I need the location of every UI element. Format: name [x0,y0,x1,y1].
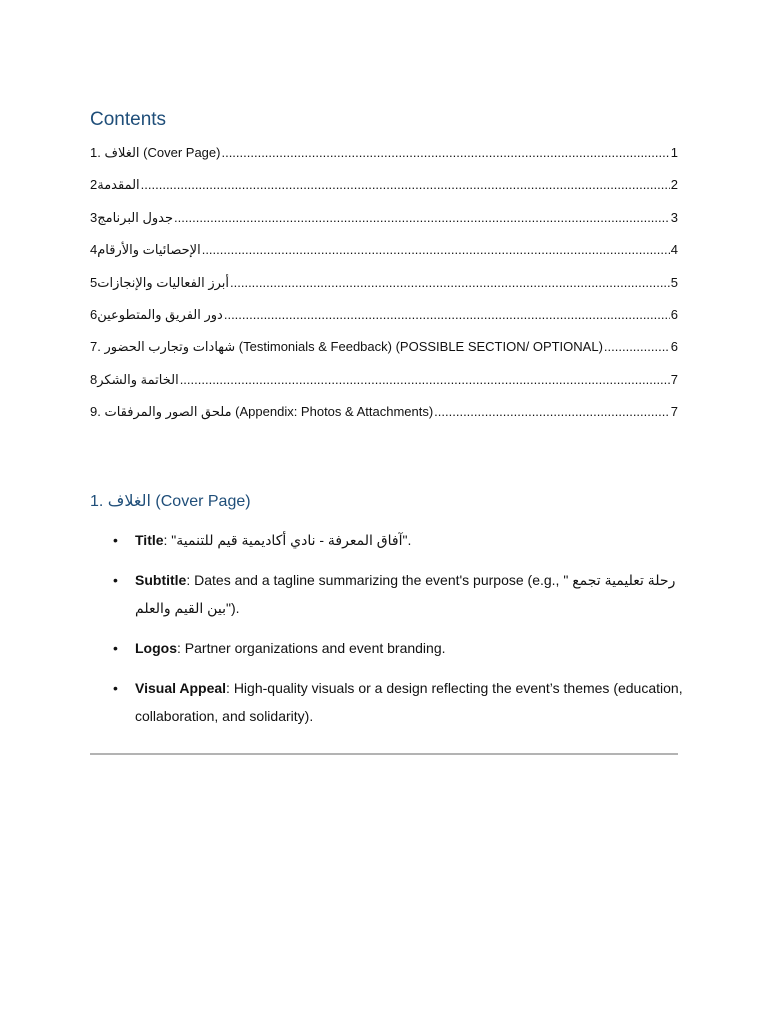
toc-page-number: 3 [670,209,678,225]
section-heading: 1. الغلاف (Cover Page) [90,493,251,510]
toc-dot-leader [141,177,670,192]
list-item: • Visual Appeal: High-quality visuals or a design reflecting the event’s themes (education, collaboration, and solidarity). [113,674,683,730]
toc-entry-text: 4الإحصائيات والأرقام [90,242,201,258]
toc-entry[interactable] [90,242,678,274]
toc-dot-leader [604,339,670,354]
toc-dot-leader [434,404,670,419]
bullet-label: Subtitle [135,572,187,588]
toc-entry-text: 2المقدمة [90,177,140,193]
toc-title: Contents [90,109,167,130]
list-item: • Subtitle: Dates and a tagline summarizing the event's purpose (e.g., " رحلة تعليمية تجمع بين القيم والعلم"). [113,566,683,622]
toc-dot-leader [202,242,670,257]
toc-page-number: 6 [670,306,678,322]
toc-entry-text: 1. الغلاف (Cover Page) [90,145,221,160]
toc-entry-text: 5أبرز الفعاليات والإنجازات [90,274,230,290]
toc-entry[interactable] [90,339,678,371]
toc-entry-text: 9. ملحق الصور والمرفقات (Appendix: Photos & Attachments) [90,404,434,420]
bullet-label: Title [135,532,164,548]
toc-entry[interactable] [90,404,678,436]
toc-entry[interactable] [90,210,678,242]
toc-entry-text: 3جدول البرنامج [90,209,174,225]
toc-page-number: 6 [670,339,678,355]
toc-page-number: 1 [670,145,678,160]
toc-page-number: 5 [670,274,678,290]
horizontal-rule [90,753,678,755]
toc-page-number: 2 [670,177,678,193]
toc-entry[interactable] [90,372,678,404]
toc-entry[interactable] [90,307,678,339]
toc-entry-text: 8الخاتمة والشكر [90,371,179,387]
bullet-label: Logos [135,640,177,656]
toc-dot-leader [230,275,670,290]
toc-entry[interactable] [90,275,678,307]
toc-page-number: 4 [670,242,678,258]
toc-page-number: 7 [670,404,678,420]
toc-dot-leader [221,145,669,160]
toc-entry[interactable] [90,145,678,177]
list-item: • Title: "آفاق المعرفة - نادي أكاديمية قيم للتنمية". [113,526,683,554]
toc-dot-leader [174,210,670,225]
bullet-list [113,526,683,742]
toc-entry[interactable] [90,177,678,209]
toc-dot-leader [180,372,670,387]
toc-page-number: 7 [670,371,678,387]
toc-entry-text: 7. شهادات وتجارب الحضور (Testimonials & Feedback) (POSSIBLE SECTION/ OPTIONAL) [90,339,603,355]
bullet-label: Visual Appeal [135,680,227,696]
toc-dot-leader [224,307,670,322]
list-item: • Logos: Partner organizations and event branding. [113,634,683,662]
toc-entry-text: 6دور الفريق والمتطوعين [90,306,223,322]
table-of-contents [90,145,678,437]
